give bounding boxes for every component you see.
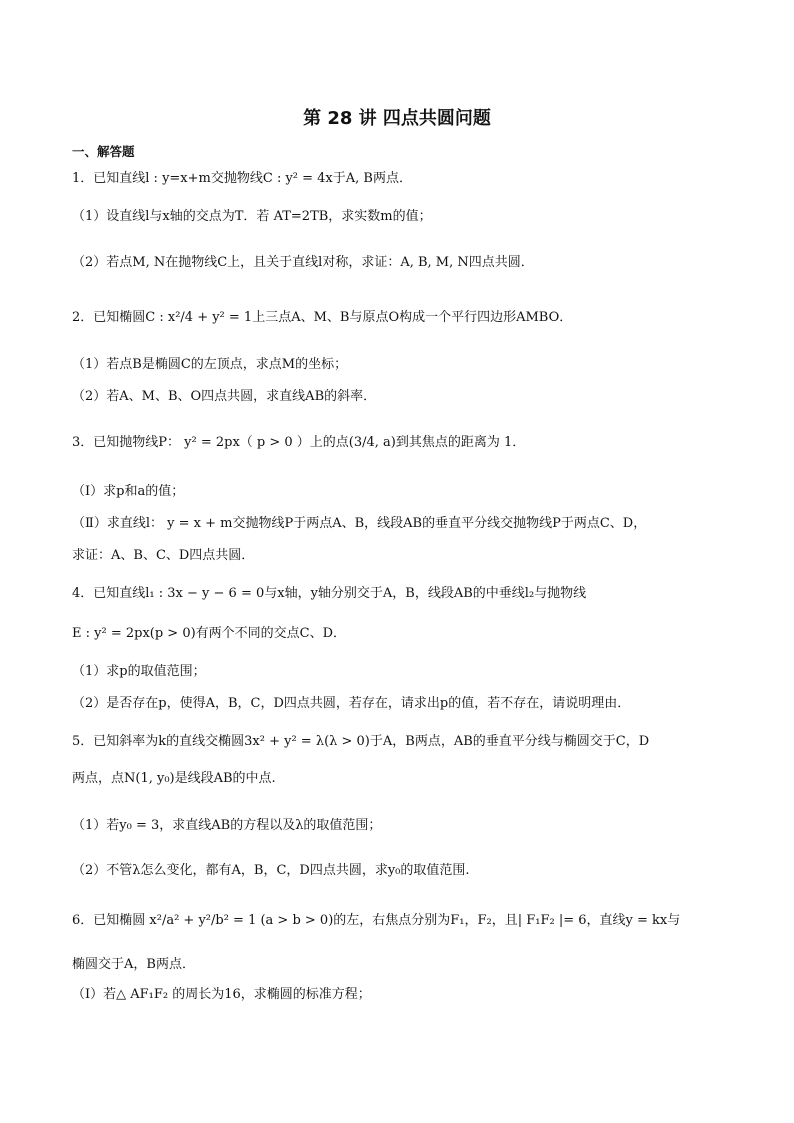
problem-2-part-2: （2）若A、M、B、O四点共圆，求直线AB的斜率．: [72, 389, 377, 404]
problem-1-stem: 1．已知直线l : y=x+m交抛物线C : y² = 4x于A, B两点．: [72, 171, 412, 186]
problem-5-stem: 5．已知斜率为k的直线交椭圆3x² + y² = λ(λ > 0)于A，B两点，AB的垂直平分线与椭圆交于C，D: [72, 734, 650, 749]
problem-3-stem: 3．已知抛物线P： y² = 2px（ p > 0 ）上的点(3/4, a)到其焦点的距离为 1．: [72, 435, 526, 450]
page-title: 第 28 讲 四点共圆问题: [303, 108, 491, 129]
problem-6-part-1: （Ⅰ）若△ AF₁F₂ 的周长为16，求椭圆的标准方程；: [72, 987, 371, 1002]
problem-4-stem: 4．已知直线l₁ : 3x − y − 6 = 0与x轴，y轴分别交于A，B，线段AB的中垂线l₂与抛物线: [72, 586, 587, 601]
problem-5-part-2: （2）不管λ怎么变化，都有A，B，C，D四点共圆，求y₀的取值范围.: [72, 863, 470, 878]
problem-1-part-1: （1）设直线l与x轴的交点为T．若 AT=2TB，求实数m的值；: [72, 209, 432, 224]
problem-2-stem: 2．已知椭圆C : x²/4 + y² = 1上三点A、M、B与原点O构成一个平行四边形AMBO．: [72, 310, 573, 325]
problem-6-stem-cont: 椭圆交于A，B两点．: [72, 957, 195, 972]
problem-1-part-2: （2）若点M, N在抛物线C上，且关于直线l对称，求证：A, B, M, N四点共圆．: [72, 255, 534, 270]
problem-4-stem-cont: E : y² = 2px(p > 0)有两个不同的交点C、D．: [72, 626, 347, 641]
problem-2-part-1: （1）若点B是椭圆C的左顶点，求点M的坐标；: [72, 357, 348, 372]
section-heading: 一、解答题: [72, 144, 135, 159]
problem-3-part-1: （Ⅰ）求p和a的值；: [72, 484, 185, 499]
problem-6-stem: 6．已知椭圆 x²/a² + y²/b² = 1 (a > b > 0)的左，右焦点分别为F₁，F₂，且| F₁F₂ |= 6，直线y = kx与: [72, 913, 681, 928]
problem-3-part-2-cont: 求证：A、B、C、D四点共圆．: [72, 548, 255, 563]
problem-3-part-2: （Ⅱ）求直线l： y = x + m交抛物线P于两点A、B，线段AB的垂直平分线交抛物线P于两点C、D，: [72, 516, 647, 531]
problem-5-stem-cont: 两点，点N(1, y₀)是线段AB的中点.: [72, 771, 276, 786]
problem-5-part-1: （1）若y₀ = 3，求直线AB的方程以及λ的取值范围；: [72, 818, 382, 833]
problem-4-part-2: （2）是否存在p，使得A，B，C，D四点共圆，若存在，请求出p的值，若不存在，请说明理由．: [72, 696, 631, 711]
problem-4-part-1: （1）求p的取值范围；: [72, 664, 206, 679]
